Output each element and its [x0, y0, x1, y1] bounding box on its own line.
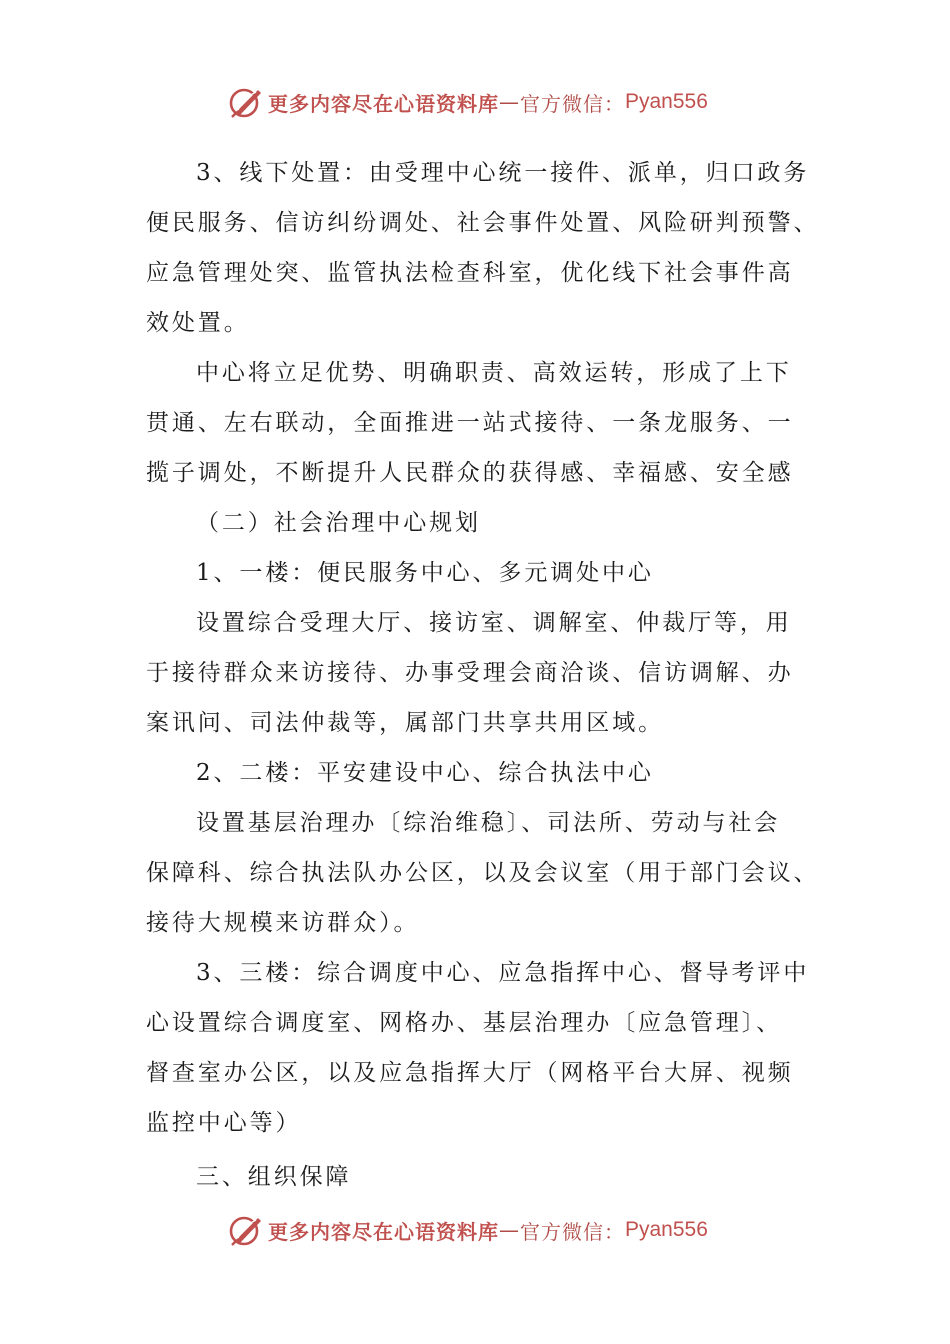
- subsection-heading: 3、三楼：综合调度中心、应急指挥中心、督导考评中: [196, 960, 810, 986]
- dash-separator: —: [499, 90, 520, 114]
- quill-logo-icon: [228, 1212, 264, 1248]
- subsection-heading: 1、一楼：便民服务中心、多元调处中心: [196, 560, 654, 586]
- paragraph-line: 督查室办公区，以及应急指挥大厅（网格平台大屏、视频: [146, 1060, 794, 1086]
- brand-text: 更多内容尽在心语资料库: [268, 91, 499, 116]
- paragraph-line: 心设置综合调度室、网格办、基层治理办〔应急管理〕、: [146, 1010, 782, 1036]
- section-heading: 三、组织保障: [196, 1164, 352, 1190]
- dash-separator: —: [499, 1218, 520, 1242]
- paragraph-line: 于接待群众来访接待、办事受理会商洽谈、信访调解、办: [146, 660, 794, 686]
- paragraph-line: 揽子调处，不断提升人民群众的获得感、幸福感、安全感: [146, 460, 794, 486]
- paragraph-line: 贯通、左右联动，全面推进一站式接待、一条龙服务、一: [146, 410, 794, 436]
- contact-label: 官方微信：: [520, 91, 625, 116]
- paragraph-line: 应急管理处突、监管执法检查科室，优化线下社会事件高: [146, 260, 794, 286]
- contact-label: 官方微信：: [520, 1219, 625, 1244]
- paragraph-line: 设置综合受理大厅、接访室、调解室、仲裁厅等，用: [196, 610, 792, 636]
- paragraph-line: 便民服务、信访纠纷调处、社会事件处置、风险研判预警、: [146, 210, 820, 236]
- section-heading: （二）社会治理中心规划: [196, 510, 481, 536]
- paragraph-line: 监控中心等）: [146, 1110, 302, 1136]
- header-watermark-banner: [228, 82, 708, 122]
- contact-id: Pyan556: [625, 1218, 708, 1241]
- paragraph-line: 保障科、综合执法队办公区，以及会议室（用于部门会议、: [146, 860, 820, 886]
- subsection-heading: 2、二楼：平安建设中心、综合执法中心: [196, 760, 654, 786]
- paragraph-line: 中心将立足优势、明确职责、高效运转，形成了上下: [196, 360, 792, 386]
- brand-text: 更多内容尽在心语资料库: [268, 1219, 499, 1244]
- footer-watermark-banner: [228, 1210, 708, 1250]
- quill-logo-icon: [228, 84, 264, 120]
- paragraph-line: 3、线下处置：由受理中心统一接件、派单，归口政务: [196, 160, 810, 186]
- paragraph-line: 案讯问、司法仲裁等，属部门共享共用区域。: [146, 710, 664, 736]
- paragraph-line: 接待大规模来访群众）。: [146, 910, 420, 936]
- contact-id: Pyan556: [625, 90, 708, 113]
- document-body: [146, 148, 820, 1202]
- paragraph-line: 设置基层治理办〔综治维稳〕、司法所、劳动与社会: [196, 810, 781, 836]
- paragraph-line: 效处置。: [146, 310, 250, 336]
